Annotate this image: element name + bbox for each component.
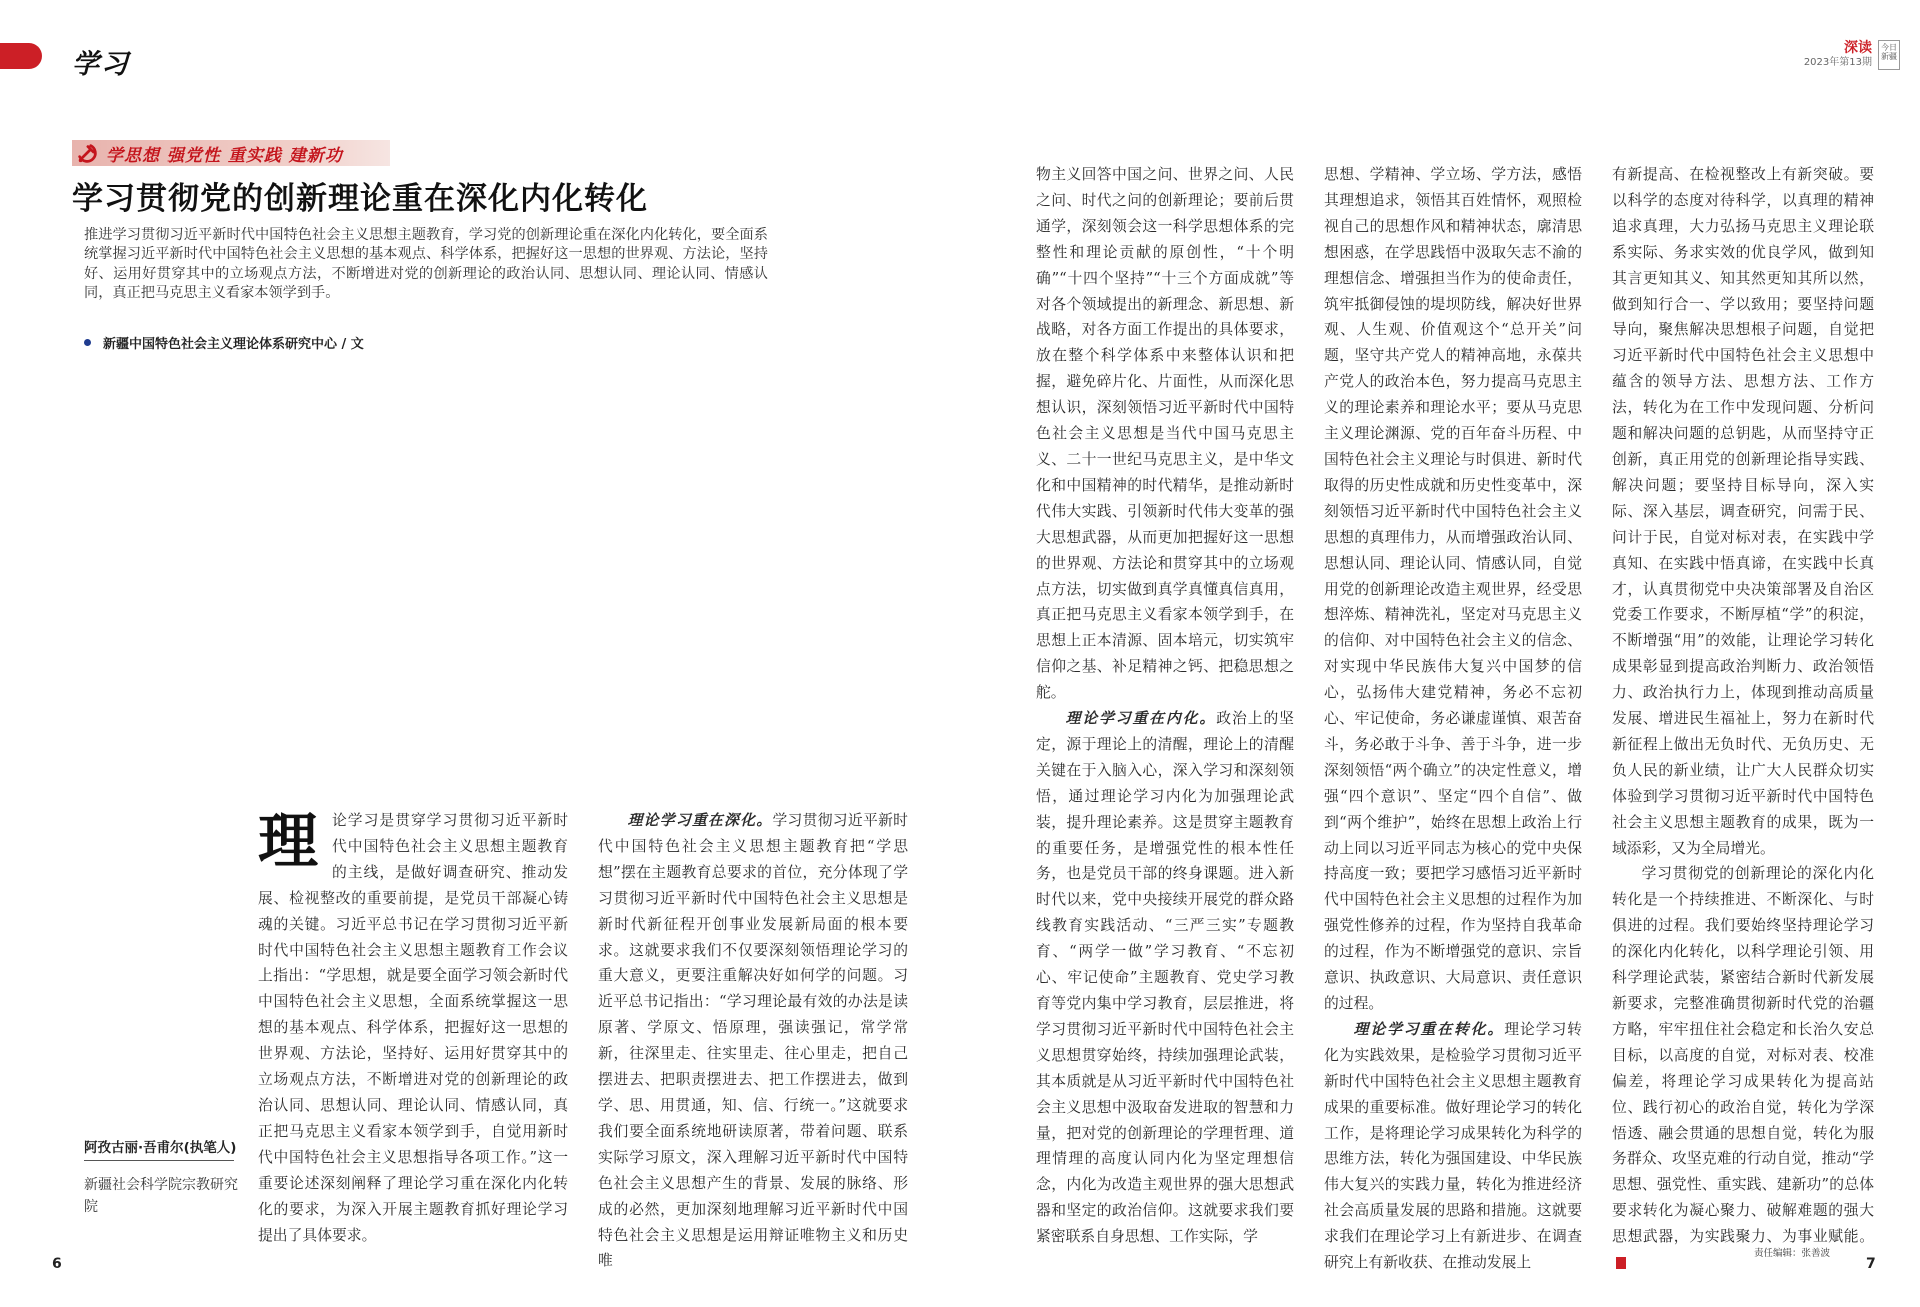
paragraph-conclusion xyxy=(1612,861,1874,1276)
paragraph-transform-cont: 有新提高、在检视整改上有新突破。要以科学的态度对待科学，以真理的精神追求真理，大力弘扬马克思主义理论联系实际、务求实效的优良学风，做到知其言更知其义、知其然更知其所以然，做到知行合一、学以致用；要坚持问题导向，聚焦解决思想根子问题，自觉把习近平新时代中国特色社会主义思想中蕴含的领导方法、思想方法、工作方法，转化为在工作中发现问题、分析问题和解决问题的总钥匙，从而坚持守正创新，真正用党的创新理论指导实践、解决问题；要坚持目标导向，深入实际、深入基层，调查研究，问需于民、问计于民，自觉对标对表，在实践中学真知、在实践中悟真谛，在实践中长真才，认真贯彻党中央决策部署及自治区党委工作要求，不断厚植“学”的积淀，不断增强“用”的效能，让理论学习转化成果彰显到提高政治判断力、政治领悟力、政治执行力上，体现到推动高质量发展、增进民生福祉上，努力在新时代新征程上做出无负时代、无负历史、无负人民的新业绩，让广大人民群众切实体验到学习贯彻习近平新时代中国特色社会主义思想主题教育的成果，既为一域添彩，又为全局增光。 xyxy=(1612,166,1874,857)
paragraph-intro xyxy=(258,808,568,1248)
text-column-4 xyxy=(1324,162,1582,1276)
magazine-header xyxy=(1804,40,1900,70)
subhead-transform: 理论学习重在转化。 xyxy=(1353,1020,1505,1038)
paragraph-internalize-cont: 思想、学精神、学立场、学方法，感悟其理想追求，领悟其百姓情怀，观照检视自己的思想作风和精神状态，廓清思想困惑，在学思践悟中汲取矢志不渝的理想信念、增强担当作为的使命责任，筑牢抵御侵蚀的堤坝防线，解决好世界观、人生观、价值观这个“总开关”问题，坚守共产党人的精神高地，永葆共产党人的政治本色，努力提高马克思主义的理论素养和理论水平；要从马克思主义理论渊源、党的百年奋斗历程、中国特色社会主义理论与时俱进、新时代取得的历史性成就和历史性变革中，深刻领悟习近平新时代中国特色社会主义思想的真理伟力，从而增强政治认同、思想认同、理论认同、情感认同，自觉用党的创新理论改造主观世界，经受思想淬炼、精神洗礼，坚定对马克思主义的信仰、对中国特色社会主义的信念、对实现中华民族伟大复兴中国梦的信心，弘扬伟大建党精神，务必不忘初心、牢记使命，务必谦虚谨慎、艰苦奋斗，务必敢于斗争、善于斗争，进一步深刻领悟“两个确立”的决定性意义，增强“四个意识”、坚定“四个自信”、做到“两个维护”，始终在思想上政治上行动上同以习近平同志为核心的党中央保持高度一致；要把学习感悟习近平新时代中国特色社会主义思想的过程作为加强党性修养的过程，作为坚持自我革命的过程，作为不断增强党的意识、宗旨意识、执政意识、大局意识、责任意识的过程。 xyxy=(1324,166,1582,1012)
byline-text: 新疆中国特色社会主义理论体系研究中心 / 文 xyxy=(103,337,364,352)
magazine-name: 深读 xyxy=(1844,40,1872,56)
paragraph-intro-text: 论学习是贯穿学习贯彻习近平新时代中国特色社会主义思想主题教育的主线，是做好调查研究、推动发展、检视整改的重要前提，是党员干部凝心铸魂的关键。习近平总书记在学习贯彻习近平新时代中国特色社会主义思想主题教育工作会议上指出：“学思想，就是要全面学习领会新时代中国特色社会主义思想，全面系统掌握这一思想的基本观点、科学体系，把握好这一思想的世界观、方法论，坚持好、运用好贯穿其中的立场观点方法，不断增进对党的创新理论的政治认同、思想认同、理论认同、情感认同，真正把马克思主义看家本领学到手，自觉用新时代中国特色社会主义思想指导各项工作。”这一重要论述深刻阐释了理论学习重在深化内化转化的要求，为深入开展主题教育抓好理论学习提出了具体要求。 xyxy=(258,812,568,1244)
byline xyxy=(84,333,364,352)
paragraph-transform xyxy=(1324,1017,1582,1276)
article-lead: 推进学习贯彻习近平新时代中国特色社会主义思想主题教育，学习党的创新理论重在深化内化转化，要全面系统掌握习近平新时代中国特色社会主义思想的基本观点、科学体系，把握好这一思想的世界观、方法论，坚持好、运用好贯穿其中的立场观点方法，不断增进对党的创新理论的政治认同、思想认同、理论认同、情感认同，真正把马克思主义看家本领学到手。 xyxy=(84,227,768,301)
page-number-right: 7 xyxy=(1866,1256,1876,1272)
paragraph-deepen xyxy=(598,808,908,1274)
slogan-banner xyxy=(72,140,390,166)
author-divider xyxy=(84,1160,234,1161)
subhead-deepen: 理论学习重在深化。 xyxy=(627,812,773,829)
subhead-internalize: 理论学习重在内化。 xyxy=(1065,710,1217,728)
dropcap: 理 xyxy=(258,807,318,877)
author-name: 阿孜古丽·吾甫尔(执笔人) xyxy=(84,1140,237,1156)
text-column-5 xyxy=(1612,162,1874,1276)
text-column-2 xyxy=(598,808,908,1274)
section-tab-marker xyxy=(0,43,42,69)
paragraph-deepen-cont: 物主义回答中国之问、世界之问、人民之问、时代之问的创新理论；要前后贯通学，深刻领会这一科学思想体系的完整性和理论贡献的原创性，“十个明确”“十四个坚持”“十三个方面成就”等对各个领域提出的新理念、新思想、新战略，对各方面工作提出的具体要求，放在整个科学体系中来整体认识和把握，避免碎片化、片面性，从而深化思想认识，深刻领悟习近平新时代中国特色社会主义思想是当代中国马克思主义、二十一世纪马克思主义，是中华文化和中国精神的时代精华，是推动新时代伟大实践、引领新时代伟大变革的强大思想武器，从而更加把握好这一思想的世界观、方法论和贯穿其中的立场观点方法，切实做到真学真懂真信真用，真正把马克思主义看家本领学到手，在思想上正本清源、固本培元，切实筑牢信仰之基、补足精神之钙、把稳思想之舵。 xyxy=(1036,166,1294,702)
slogan-text: 学思想 强党性 重实践 建新功 xyxy=(106,145,343,166)
end-mark-icon xyxy=(1616,1257,1626,1269)
author-affiliation: 新疆社会科学院宗教研究院 xyxy=(84,1177,238,1215)
text-column-3 xyxy=(1036,162,1294,1250)
paragraph-transform-text: 理论学习转化为实践效果，是检验学习贯彻习近平新时代中国特色社会主义思想主题教育成果的重要标准。做好理论学习的转化工作，是将理论学习成果转化为科学的思维方法，转化为强国建设、中华民族伟大复兴的实践力量，转化为推进经济社会高质量发展的思路和措施。这就要求我们在理论学习上有新进步、在调查研究上有新收获、在推动发展上 xyxy=(1324,1020,1582,1272)
paragraph-internalize-text: 政治上的坚定，源于理论上的清醒，理论上的清醒关键在于入脑入心，深入学习和深刻领悟，通过理论学习内化为加强理论武装，提升理论素养。这是贯穿主题教育的重要任务，是增强党性的根本性任务，也是党员干部的终身课题。进入新时代以来，党中央接续开展党的群众路线教育实践活动、“三严三实”专题教育、“两学一做”学习教育、“不忘初心、牢记使命”主题教育、党史学习教育等党内集中学习教育，层层推进，将学习贯彻习近平新时代中国特色社会主义思想贯穿始终，持续加强理论武装，其本质就是从习近平新时代中国特色社会主义思想中汲取奋发进取的智慧和力量，把对党的创新理论的学理哲理、道理情理的高度认同内化为坚定理想信念，内化为改造主观世界的强大思想武器和坚定的政治信仰。这就要求我们要紧密联系自身思想、工作实际，学 xyxy=(1036,710,1294,1246)
text-column-1 xyxy=(258,808,568,1248)
paragraph-internalize xyxy=(1036,706,1294,1250)
paragraph-conclusion-text: 学习贯彻党的创新理论的深化内化转化是一个持续推进、不断深化、与时俱进的过程。我们要始终坚持理论学习的深化内化转化，以科学理论引领、用科学理论武装，紧密结合新时代新发展新要求，完整准确贯彻新时代党的治疆方略，牢牢扭住社会稳定和长治久安总目标，以高度的自觉，对标对表、校准偏差，将理论学习成果转化为提高站位、践行初心的政治自觉，转化为学深悟透、融会贯通的思想自觉，转化为服务群众、攻坚克难的行动自觉，推动“学思想、强党性、重实践、建新功”的总体要求转化为凝心聚力、破解难题的强大思想武器，为实践聚力、为事业赋能。 xyxy=(1612,865,1874,1246)
responsible-editor: 责任编辑：张善波 xyxy=(1754,1248,1831,1259)
byline-dot-icon xyxy=(84,339,91,346)
issue-number: 2023年第13期 xyxy=(1803,57,1872,68)
page-number-left: 6 xyxy=(52,1256,62,1272)
section-title: 学习 xyxy=(72,49,130,80)
article-title: 学习贯彻党的创新理论重在深化内化转化 xyxy=(72,181,648,217)
party-emblem-icon xyxy=(76,142,98,164)
magazine-logo-box: 今日新疆 xyxy=(1878,40,1900,70)
paragraph-deepen-text: 学习贯彻习近平新时代中国特色社会主义思想主题教育把“学思想”摆在主题教育总要求的首位，充分体现了学习贯彻习近平新时代中国特色社会主义思想是新时代新征程开创事业发展新局面的根本要求。这就要求我们不仅要深刻领悟理论学习的重大意义，更要注重解决好如何学的问题。习近平总书记指出：“学习理论最有效的办法是读原著、学原文、悟原理，强读强记，常学常新，往深里走、往实里走、往心里走，把自己摆进去、把职责摆进去、把工作摆进去，做到学、思、用贯通，知、信、行统一。”这就要求我们要全面系统地研读原著，带着问题、联系实际学习原文，深入理解习近平新时代中国特色社会主义思想产生的背景、发展的脉络、形成的必然，更加深刻地理解习近平新时代中国特色社会主义思想是运用辩证唯物主义和历史唯 xyxy=(598,812,908,1270)
